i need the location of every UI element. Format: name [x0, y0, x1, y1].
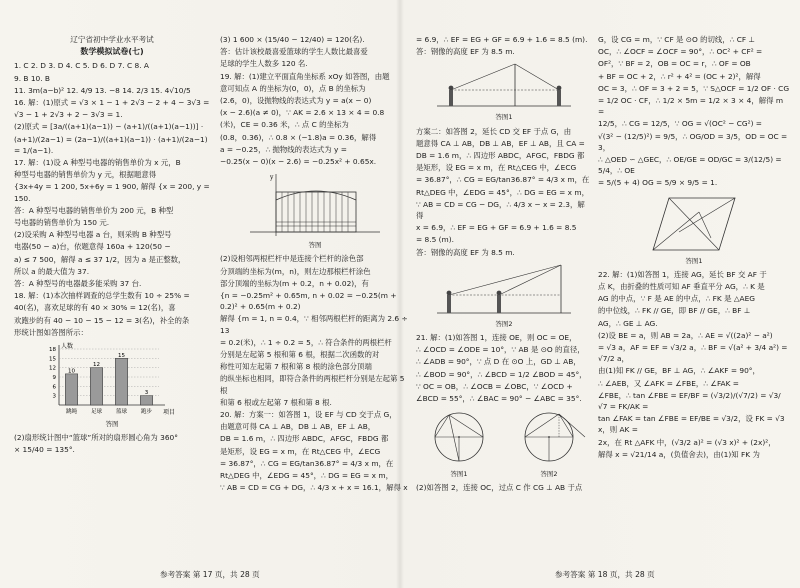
text-line: −0.25(x − 0)(x − 2.6) = −0.25x² + 0.65x.	[220, 157, 377, 167]
fence-diagram	[240, 170, 390, 240]
text-line: 欢跑步的有 40 − 10 − 15 − 12 = 3(名)，补全的条	[14, 315, 190, 325]
circle-caption-2: 答图2	[540, 470, 558, 479]
text-line: G，设 CG = m，∵ CF 是 ⊙O 的切线，∴ CF ⊥	[598, 35, 755, 44]
text-line: ∠FBE，∴ tan ∠FBE = EF/BF = (√3/2)/(√7/2) = √3/√7 = FK/AK =	[598, 390, 781, 412]
text-line: {n = −0.25m² + 0.65m, n + 0.02 = −0.25(m + 0.2)² + 0.65(m + 0.2)	[220, 291, 397, 312]
text-line: 19. 解：(1)建立平面直角坐标系 xOy 如答图，由题	[220, 71, 390, 81]
text-line: 部分顶端的坐标为(m + 0.2，n + 0.02)，有	[220, 278, 369, 288]
text-line: ∵ AB = CD = CG + DG，∴ 4/3 x + x = 16.1，解得 x	[220, 483, 408, 493]
rhombus-diagram	[639, 192, 749, 256]
column-1	[14, 34, 210, 562]
text-line: 20. 解：方案一：如答图 1，设 EF 与 CD 交于点 G，	[220, 410, 397, 420]
x-tick-label: 跳绳	[65, 409, 78, 416]
text-line: ∴ △OED ∽ △GEC，∴ OE/GE = OD/GC = 3/(12/5) = 5/4，∴ OE	[598, 155, 782, 176]
text-line: × 15/40 = 135°.	[14, 445, 75, 455]
text-line: 答：钢像的高度 EF 为 8.5 m.	[416, 47, 515, 57]
text-line: x = 6.9，∴ EF = EG + GF = 6.9 + 1.6 = 8.5	[416, 223, 577, 233]
text-line: √(3² − (12/5)²) = 9/5，∴ OG/OD = 3/5，OD = OC = 3，	[598, 131, 788, 152]
circle-figures	[419, 407, 589, 480]
text-line: 答：钢像的高度 EF 为 8.5 m.	[416, 247, 515, 257]
text-line: 解得 x = √21/14 a，(负值舍去)，由(1)知 FK 为	[598, 449, 760, 459]
text-line: = 0.2(米)，∴ 1 ÷ 0.2 = 5，∴ 符合条件的两根栏杆	[220, 337, 392, 347]
text-line: 是矩形，设 EG = x m，在 Rt△CEG 中，∠ECG	[220, 446, 381, 456]
page-footer-left: 参考答案 第 17 页，共 28 页	[160, 570, 260, 579]
text-line: 是矩形，设 EG = x m，在 Rt△CEG 中，∠ECG	[416, 163, 577, 173]
column-4	[598, 34, 790, 562]
text-line: = 6.9，∴ EF = EG + GF = 6.9 + 1.6 = 8.5 (m).	[416, 35, 588, 44]
text-line: 21. 解：(1)如答图 1，连接 OE，则 OC = OE，	[416, 333, 577, 343]
bar-value-label: 10	[68, 368, 75, 375]
text-line: = 1/2 OC · CF，∴ 1/2 × 5m = 1/2 × 3 × 4，解得 m =	[598, 96, 784, 117]
circle-figure-1	[419, 407, 499, 480]
text-line: OF²，∵ BF = 2，OB = OC = r，∴ OF = OB	[598, 59, 751, 69]
text-line: 方案二：如答图 2，延长 CD 交 EF 于点 G，由	[416, 126, 572, 136]
text-line: (2)设相邻两根栏杆中是连接个栏杆的涂色部	[220, 254, 364, 264]
text-line: 足球的学生人数多 120 名.	[220, 59, 308, 69]
text-line: 18. 解：(1)本次抽样调查的总学生数有 10 ÷ 25% =	[14, 291, 190, 301]
text-line: (2)设 BE = a，则 AB = 2a，∴ AE = √((2a)² − a²)	[598, 330, 773, 340]
text-line: 点 K，由折叠的性质可知 AF 垂直平分 AG，∴ K 是	[598, 282, 765, 292]
y-tick-label: 18	[49, 347, 56, 354]
y-tick-label: 12	[49, 365, 56, 372]
page-footer-right: 参考答案 第 18 页，共 28 页	[555, 570, 655, 579]
text-line: + BF = OC + 2，∴ r² + 4² = (OC + 2)²，解得	[598, 71, 761, 81]
col1-text-top	[14, 60, 210, 338]
text-line: 和第 6 根或左起第 7 根和第 8 根.	[220, 397, 332, 407]
text-line: (0.8，0.36)，∴ 0.8 × (−1.8)a = 0.36，解得	[220, 132, 377, 142]
text-line: ∠BCD = 55°，∴ ∠BAC = 90° − ∠ABC = 35°.	[416, 394, 582, 404]
text-line: 16. 解：(1)原式 = √3 × 1 − 1 + 2√3 − 2 + 4 − 3√3 =	[14, 98, 210, 108]
text-line: = 36.87°，∴ CG = EG/tan36.87° = 4/3 x m，在	[220, 458, 394, 468]
bar-value-label: 3	[144, 390, 149, 397]
circle-figure-2	[509, 407, 589, 480]
bar-value-label: 12	[93, 362, 100, 369]
text-line: 解得 {m = 1, n = 0.4，∵ 相邻两根栏杆的距离为 2.6 ÷ 13	[220, 314, 408, 335]
text-line: 种型号电器的销售单价为 y 元，根据题意得	[14, 170, 157, 180]
y-axis-label: 人数	[61, 343, 74, 351]
text-line: (2.6，0)，设抛物线的表达式为 y = a(x − 0)	[220, 96, 372, 106]
text-line: OC，∴ ∠OCF = ∠OCF = 90°，∴ OC² + CF² =	[598, 47, 763, 57]
text-line: (2)设采购 A 种型号电器 a 台，则采购 B 种型号	[14, 230, 172, 240]
col4-text-bottom	[598, 269, 790, 460]
text-line: 电器(50 − a)台，依题意得 160a + 120(50 −	[14, 242, 171, 252]
text-line: 分别是左起第 5 根和第 6 根，根据二次函数的对	[220, 350, 380, 360]
col2-text-top	[220, 34, 410, 167]
text-line: DB = 1.6 m，∴ 四边形 ABDC，AFGC，FBDG 都	[220, 434, 389, 444]
text-line: (a+1)/(2a−1) = (2a−1)/((a+1)(a−1)) · (a+1)/(2a−1) = 1/(a−1).	[14, 134, 208, 155]
x-axis-label: 项目	[163, 409, 176, 417]
sight-diagram-2	[429, 261, 579, 319]
sight-caption-2: 答图2	[495, 319, 513, 328]
text-line: 答：A 种型号的电器最多能采购 37 台.	[14, 279, 142, 289]
sight-caption-1: 答图1	[495, 113, 513, 122]
sight-figure-1	[429, 60, 579, 123]
text-line: Rt△DEG 中，∠EDG = 45°，∴ DG = EG = x m，	[416, 187, 589, 197]
text-line: 的中位线，∴ FK // GE，即 BF // GE，∴ BF ⊥	[598, 306, 751, 316]
text-line: 2x，在 Rt △AFK 中，(√3/2 a)² = (√3 x)² + (2x)²，	[598, 437, 776, 447]
circle-caption-1: 答图1	[450, 470, 468, 479]
text-line: 22. 解：(1)如答图 1，连接 AG，延长 BF 交 AF 于	[598, 269, 767, 279]
col3-text-3	[416, 332, 592, 404]
bar-chart	[37, 341, 187, 419]
col1-text-bottom	[14, 432, 210, 455]
circle-diagram-1	[419, 407, 499, 469]
col2-text-bottom	[220, 253, 410, 493]
text-line: 的纵坐标也相同，即符合条件的两根栏杆分别是左起第 5 根	[220, 374, 405, 395]
text-line: 号电器的销售单价为 150 元.	[14, 218, 110, 228]
bar-chart-caption: 答图	[105, 420, 119, 429]
bar-chart-figure	[37, 341, 187, 430]
fence-caption: 答图	[308, 241, 322, 250]
fence-axis-label: y	[270, 174, 274, 182]
text-line: ∴ ∠AEB，又 ∠AFK = ∠FBE，∴ ∠FAK =	[598, 378, 739, 388]
bar	[115, 358, 128, 405]
text-line: (2)原式 = [3a/((a+1)(a−1)) − (a+1)/((a+1)(a−1))] ·	[14, 122, 204, 132]
bar-value-label: 15	[118, 352, 125, 359]
text-line: 所以 a 的最大值为 37.	[14, 266, 90, 276]
y-tick-label: 9	[52, 375, 56, 382]
col3-text-2	[416, 126, 592, 258]
text-line: a) ≤ 7 500，解得 a ≤ 37 1/2，因为 a 是正整数，	[14, 254, 186, 264]
y-tick-label: 3	[52, 393, 56, 400]
text-line: (3) 1 600 × (15/40 − 12/40) = 120(名).	[220, 35, 365, 44]
text-line: = 8.5 (m).	[416, 235, 454, 245]
text-line: 9. B 10. B	[14, 73, 50, 83]
text-line: 1. C 2. D 3. D 4. C 5. D 6. D 7. C 8. A	[14, 61, 149, 71]
text-line: 意可知点 A 的坐标为(0，0)，点 B 的坐标为	[220, 83, 366, 93]
col3-text-1	[416, 34, 592, 57]
x-tick-label: 跑步	[140, 409, 153, 416]
text-line: ∴ ∠OCD = ∠ODE = 10°，∵ AB 是 ⊙O 的直径，	[416, 345, 585, 355]
bar	[90, 368, 103, 405]
text-line: (x − 2.6)(a ≠ 0)，∵ AK = 2.6 × 13 × 4 = 0.8	[220, 108, 385, 118]
rhombus-figure	[639, 192, 749, 267]
exam-title: 数学模拟试卷(七)	[80, 47, 144, 57]
text-line: 由题意可得 CA ⊥ AB，DB ⊥ AB，EF ⊥ AB，	[220, 422, 376, 432]
text-line: 题意得 CA ⊥ AB，DB ⊥ AB，EF ⊥ AB，且 CA =	[416, 138, 585, 148]
bar	[65, 374, 78, 405]
text-line: OC = 3，∴ OF = 3 + 2 = 5，∵ S△OCF = 1/2 OF · CG	[598, 83, 790, 93]
text-line: = √3 a，AF = EF = √3/2 a，∴ BF = √(a² + 3/4 a²) = √7/2 a，	[598, 343, 788, 364]
circle-diagram-2	[509, 407, 589, 469]
text-line: ∴ ∠BOD = 90°，∴ ∠BCD = 1/2 ∠BOD = 45°，	[416, 369, 587, 379]
column-2	[220, 34, 410, 562]
text-line: (米)，CE = 0.36 米，∴ 点 C 的坐标为	[220, 120, 349, 130]
sight-figure-2	[429, 261, 579, 330]
text-line: ∵ AB = CD = CG − DG，∴ 4/3 x − x = 2.3，解得	[416, 199, 585, 221]
text-line: 答：估计该校最喜爱篮球的学生人数比最喜爱	[220, 47, 368, 57]
text-line: 17. 解：(1)设 A 种型号电器的销售单价为 x 元，B	[14, 158, 181, 168]
col4-text-top	[598, 34, 790, 189]
text-line: ∵ OC = OB，∴ ∠OCB = ∠OBC，∵ ∠OCD +	[416, 381, 573, 391]
text-line: (2)如答图 2，连接 OC，过点 C 作 CG ⊥ AB 于点	[416, 483, 583, 493]
text-line: ∴ ∠ADB = 90°，∵ 点 D 在 ⊙O 上，GD ⊥ AB，	[416, 357, 581, 367]
sight-diagram-1	[429, 60, 579, 112]
text-line: 分顶端的坐标为(m，n)，则左边那根栏杆涂色	[220, 266, 371, 276]
text-line: = 36.87°，∴ CG = EG/tan36.87° = 4/3 x m，在	[416, 175, 590, 185]
text-line: 形统计图如答图所示：	[14, 327, 88, 337]
text-line: 40(名)，喜欢足球的有 40 × 30% = 12(名)，喜	[14, 303, 176, 313]
fence-figure	[240, 170, 390, 251]
y-tick-label: 6	[52, 384, 56, 391]
x-tick-label: 足球	[90, 409, 103, 416]
text-line: Rt△DEG 中，∠EDG = 45°，∴ DG = EG = x m，	[220, 471, 393, 481]
x-tick-label: 篮球	[115, 409, 128, 416]
text-line: √3 − 1 + 2√3 + 2 − 3√3 = 1.	[14, 110, 123, 120]
text-line: 称性可知左起第 7 根和第 8 根的涂色部分顶端	[220, 362, 372, 372]
text-line: (2)扇形统计图中“篮球”所对的扇形圆心角为 360°	[14, 433, 178, 443]
text-line: 由(1)知 FK // GE，BF ⊥ AG，∴ ∠AKF = 90°，	[598, 366, 760, 376]
col3-text-4	[416, 482, 592, 493]
bar	[140, 396, 153, 405]
text-line: a = −0.25，∴ 抛物线的表达式为 y =	[220, 144, 347, 154]
text-line: AG 的中点，∵ F 是 AE 的中点，∴ FK 是 △AEG	[598, 294, 755, 304]
column-3	[416, 34, 592, 562]
text-line: = 5/(5 + 4) OG = 5/9 × 9/5 = 1.	[598, 178, 718, 188]
rhombus-caption: 答图1	[685, 256, 703, 265]
text-line: 答：A 种型号电器的销售单价为 200 元，B 种型	[14, 205, 174, 215]
y-tick-label: 15	[49, 356, 56, 363]
text-line: AG，∴ GE ⊥ AG.	[598, 318, 658, 328]
text-line: {3x+4y = 1 200, 5x+6y = 1 900, 解得 {x = 200, y = 150.	[14, 182, 210, 203]
text-line: tan ∠FAK = tan ∠FBE = EF/BE = √3/2，设 FK = √3 x，则 AK =	[598, 414, 785, 435]
text-line: 11. 3m(a−b)² 12. 4/9 13. −8 14. 2/3 15. 4√10/5	[14, 85, 191, 95]
exam-header: 辽宁省初中学业水平考试	[70, 35, 154, 44]
text-line: 12/5，∴ CG = 12/5，∵ OG = √(OC² − CG²) =	[598, 119, 762, 129]
text-line: DB = 1.6 m，∴ 四边形 ABDC，AFGC，FBDG 都	[416, 151, 585, 161]
